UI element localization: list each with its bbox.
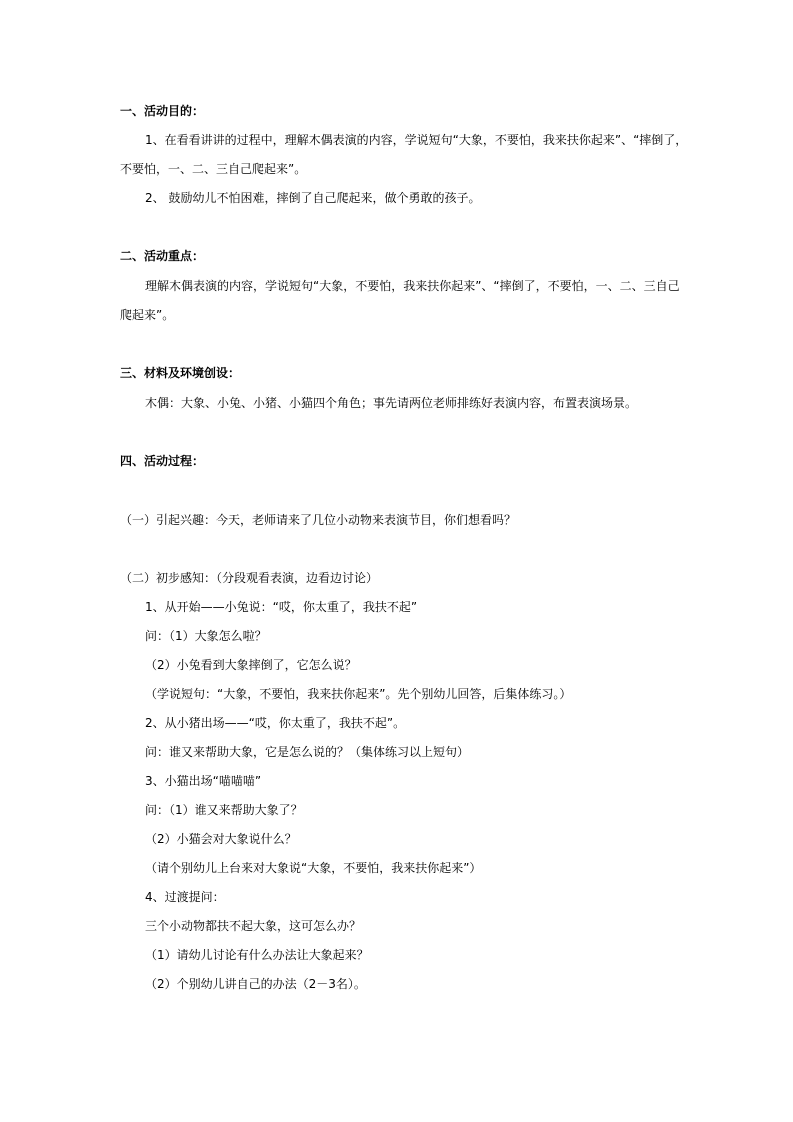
process-line: 问：（1）谁又来帮助大象了？ [145, 803, 303, 817]
section-4-part-2: （二）初步感知：（分段观看表演，边看边讨论） [120, 571, 379, 585]
process-line: （2）小兔看到大象摔倒了，它怎么说？ [145, 658, 357, 672]
section-1-item-1-line-2: 不要怕，一、二、三自己爬起来”。 [120, 162, 307, 176]
process-line: 3、小猫出场“喵喵喵” [145, 774, 262, 788]
section-3-line-1: 木偶：大象、小兔、小猪、小猫四个角色；事先请两位老师排练好表演内容，布置表演场景。 [145, 396, 638, 410]
process-line: 三个小动物都扶不起大象，这可怎么办？ [145, 919, 362, 933]
section-1-heading: 一、活动目的： [120, 104, 205, 118]
process-line: （学说短句：“大象，不要怕，我来扶你起来”。先个别幼儿回答，后集体练习。） [145, 687, 572, 701]
process-line: （1）请幼儿讨论有什么办法让大象起来？ [145, 948, 369, 962]
section-1-item-1-line-1: 1、在看看讲讲的过程中，理解木偶表演的内容，学说短句“大象，不要怕，我来扶你起来”、“摔倒了， [145, 133, 688, 147]
section-4-part-1: （一）引起兴趣：今天，老师请来了几位小动物来表演节目，你们想看吗？ [120, 513, 517, 527]
section-2-line-2: 爬起来”。 [120, 308, 175, 322]
process-line: 问：（1）大象怎么啦？ [145, 629, 267, 643]
process-line: （请个别幼儿上台来对大象说“大象，不要怕，我来扶你起来”） [145, 861, 482, 875]
section-4-heading: 四、活动过程： [120, 454, 205, 468]
section-3-heading: 三、材料及环境创设： [120, 366, 241, 380]
section-1-item-2: 2、 鼓励幼儿不怕困难，摔倒了自己爬起来，做个勇敢的孩子。 [145, 191, 481, 205]
process-line: 1、从开始——小兔说：“哎，你太重了，我扶不起” [145, 600, 418, 614]
process-line: （2）小猫会对大象说什么？ [145, 832, 297, 846]
process-line: （2）个别幼儿讲自己的办法（2－3名）。 [145, 977, 366, 991]
section-2-line-1: 理解木偶表演的内容，学说短句“大象，不要怕，我来扶你起来”、“摔倒了，不要怕，一、二、三自己 [145, 279, 680, 293]
process-line: 问：谁又来帮助大象，它是怎么说的？（集体练习以上短句） [145, 745, 470, 759]
process-line: 4、过渡提问： [145, 890, 225, 904]
process-line: 2、从小猪出场——“哎，你太重了，我扶不起”。 [145, 716, 406, 730]
section-2-heading: 二、活动重点： [120, 249, 205, 263]
